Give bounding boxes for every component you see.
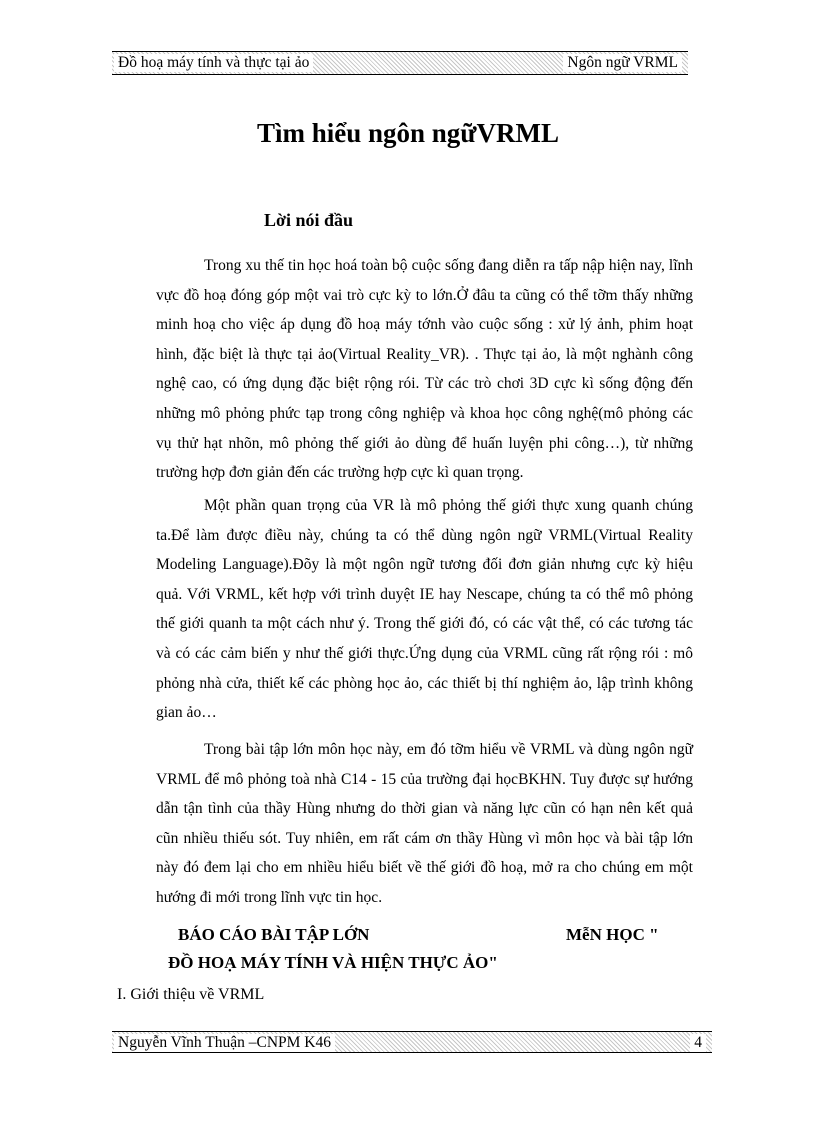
header-document-title: Đồ hoạ máy tính và thực tại ảo	[114, 54, 313, 72]
footer-author: Nguyễn Vĩnh Thuận –CNPM K46	[114, 1034, 335, 1052]
page-title: Tìm hiểu ngôn ngữVRML	[256, 118, 559, 148]
page-footer	[112, 1031, 712, 1053]
preface-paragraph-1: Trong xu thế tin học hoá toàn bộ cuộc sống đang diễn ra tấp nập hiện nay, lĩnh vực đồ hoạ đóng góp một vai trò cực kỳ to lớn.Ở đâu ta cũng có thể tỡm thấy những minh hoạ cho việc áp dụng đồ hoạ máy tớnh vào cuộc sống : xử lý ảnh, phim hoạt hình, đặc biệt là thực tại ảo(Virtual Reality_VR). . Thực tại ảo, là một nghành công nghệ cao, có ứng dụng đặc biệt rộng rói. Từ các trò chơi 3D cực kì sống động đến những mô phỏng phức tạp trong công nghiệp và khoa học công nghệ(mô phỏng các vụ thử hạt nhõn, mô phỏng thế giới ảo dùng để huấn luyện phi công…), từ những trường hợp đơn giản đến các trường hợp cực kì quan trọng.	[156, 257, 693, 482]
header-chapter-title: Ngôn ngữ VRML	[563, 54, 682, 72]
page-number: 4	[690, 1034, 706, 1052]
preface-paragraph-2: Một phần quan trọng của VR là mô phỏng thế giới thực xung quanh chúng ta.Để làm được điều này, chúng ta có thể dùng ngôn ngữ VRML(Virtual Reality Modeling Language).Đõy là một ngôn ngữ tương đối đơn giản nhưng cực kỳ hiệu quả. Với VRML, kết hợp với trình duyệt IE hay Nescape, chúng ta có thể mô phỏng thế giới quanh ta một cách như ý. Trong thế giới đó, có các vật thể, có các tương tác và có các cảm biến y như thế giới thực.Ứng dụng của VRML cũng rất rộng rói : mô phỏng nhà cửa, thiết kế các phòng học ảo, các thiết bị thí nghiệm ảo, lập trình không gian ảo…	[156, 497, 693, 722]
report-title-subject: MễN HỌC "	[566, 925, 659, 944]
report-title-line-2: ĐỒ HOẠ MÁY TÍNH VÀ HIỆN THỰC ẢO"	[168, 953, 498, 972]
page-header	[112, 51, 688, 75]
section-heading: I. Giới thiệu về VRML	[117, 986, 265, 1003]
preface-heading: Lời nói đầu	[264, 210, 354, 230]
preface-paragraph-3: Trong bài tập lớn môn học này, em đó tỡm hiểu về VRML và dùng ngôn ngữ VRML để mô phỏng toà nhà C14 - 15 của trường đại họcBKHN. Tuy được sự hướng dẫn tận tình của thầy Hùng nhưng do thời gian và năng lực cũn có hạn nên kết quả cũn nhiều thiếu sót. Tuy nhiên, em rất cám ơn thầy Hùng vì môn học và bài tập lớn này đó đem lại cho em nhiều hiểu biết về thế giới đồ hoạ, mở ra cho chúng em một hướng đi mới trong lĩnh vực tin học.	[156, 741, 693, 906]
report-title-line-1: BÁO CÁO BÀI TẬP LỚN	[178, 925, 370, 944]
